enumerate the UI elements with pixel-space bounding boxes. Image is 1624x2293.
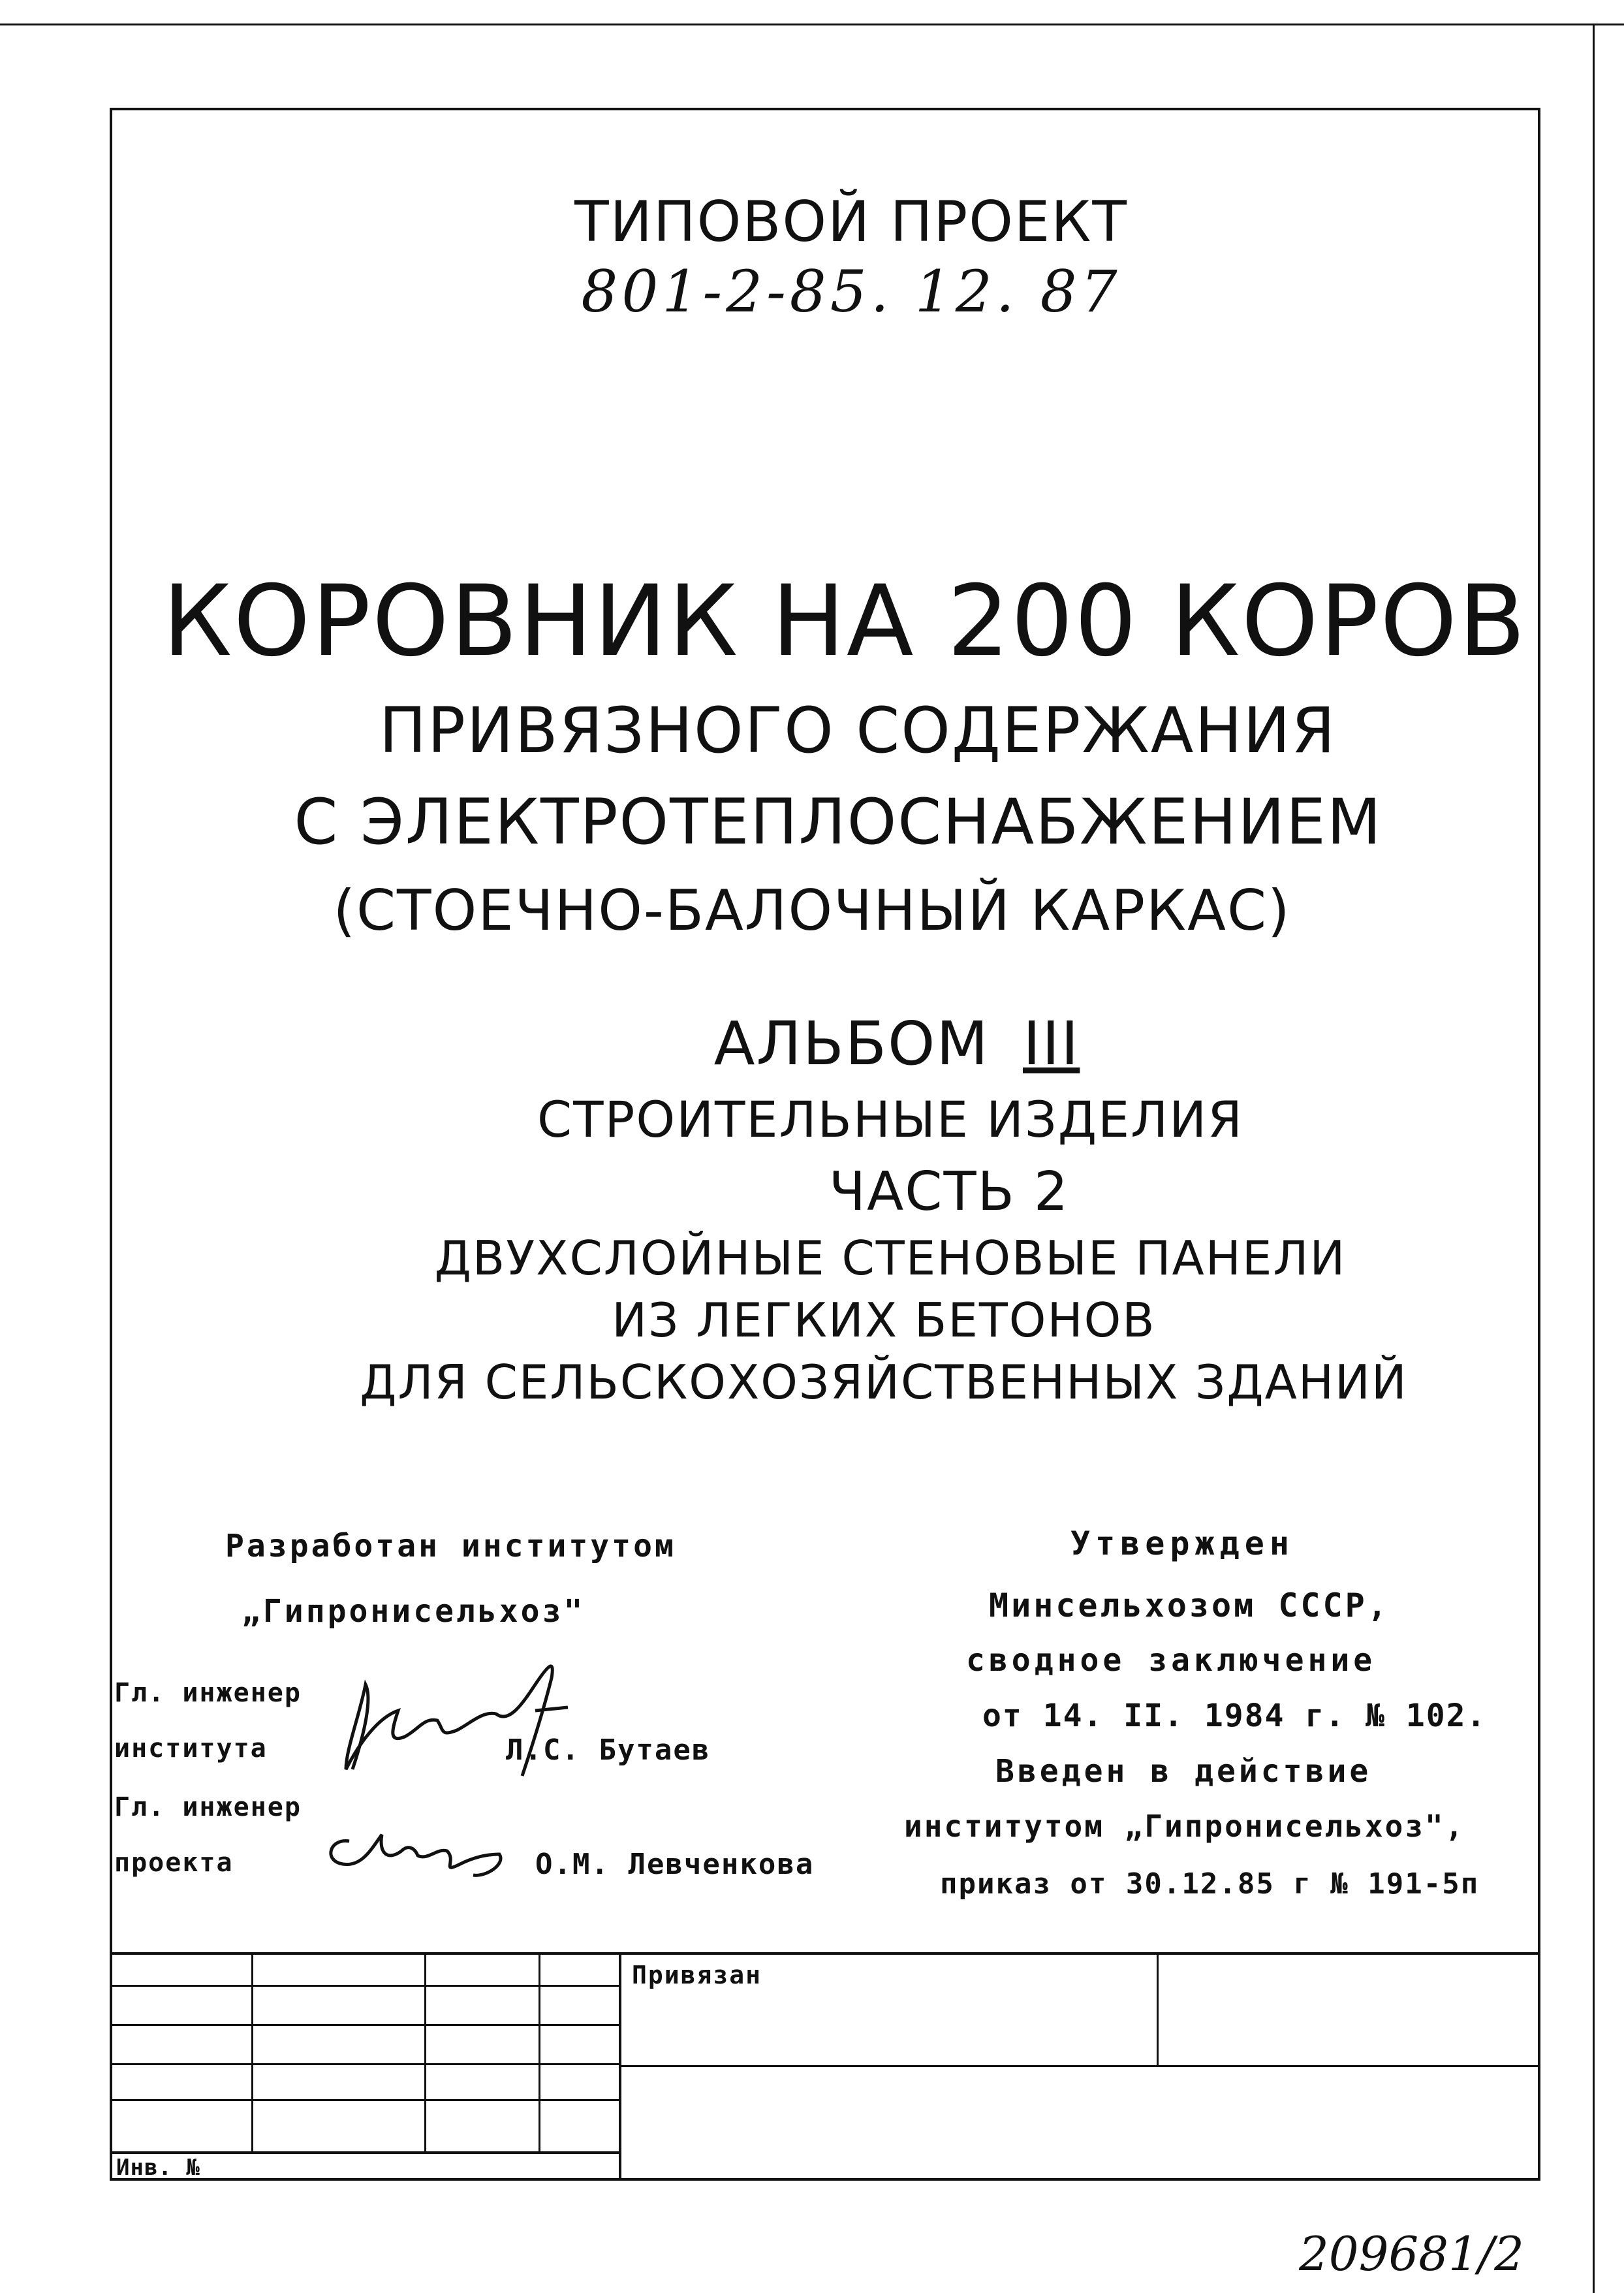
- stamp-grid-row-4: [110, 2099, 619, 2101]
- approval-line-7: приказ от 30.12.85 г № 191-5п: [940, 1867, 1480, 1901]
- approval-line-5: Введен в действие: [995, 1753, 1372, 1790]
- right-edge-line: [1593, 24, 1595, 2293]
- title-line-2: ПРИВЯЗНОГО СОДЕРЖАНИЯ: [379, 694, 1337, 767]
- stamp-grid-col-2: [424, 1952, 426, 2151]
- stamp-grid-row-2: [110, 2024, 619, 2026]
- stamp-grid-col-3: [539, 1952, 540, 2151]
- approval-line-2: Минсельхозом СССР,: [989, 1587, 1390, 1624]
- sheet-number: 209681/2: [1299, 2226, 1524, 2281]
- stamp-grid-col-1: [251, 1952, 253, 2151]
- stamp-divider-right: [1157, 1952, 1159, 2066]
- signature-levchenkova: [310, 1815, 525, 1887]
- album-number: III: [1022, 1009, 1080, 1079]
- approval-line-6: институтом „Гипронисельхоз",: [904, 1809, 1465, 1844]
- stamp-inv: Инв. №: [116, 2155, 200, 2181]
- chief1-role-b: института: [114, 1733, 268, 1763]
- stamp-right-mid-line: [619, 2065, 1540, 2067]
- album-desc-1: ДВУХСЛОЙНЫЕ СТЕНОВЫЕ ПАНЕЛИ: [434, 1231, 1347, 1286]
- title-line-4: (СТОЕЧНО-БАЛОЧНЫЙ КАРКАС): [333, 878, 1291, 943]
- approval-line-1: Утвержден: [1070, 1525, 1294, 1562]
- album-label: АЛЬБОМ: [713, 1009, 990, 1079]
- album-subtitle: СТРОИТЕЛЬНЫЕ ИЗДЕЛИЯ: [537, 1090, 1243, 1148]
- chief1-role-a: Гл. инженер: [114, 1678, 302, 1708]
- chief1-name: Л.С. Бутаев: [506, 1733, 711, 1767]
- album-desc-3: ДЛЯ СЕЛЬСКОХОЗЯЙСТВЕННЫХ ЗДАНИЙ: [360, 1355, 1408, 1410]
- album-desc-2: ИЗ ЛЕГКИХ БЕТОНОВ: [612, 1293, 1156, 1348]
- album-part: ЧАСТЬ 2: [828, 1161, 1070, 1223]
- title-line-3: С ЭЛЕКТРОТЕПЛОСНАБЖЕНИЕМ: [294, 785, 1382, 859]
- album-heading: [0, 1009, 1624, 1079]
- stamp-grid-row-5: [110, 2151, 619, 2154]
- project-number: 801-2-85. 12. 87: [581, 258, 1121, 325]
- stamp-grid-row-1: [110, 1985, 619, 1987]
- page-title: КОРОВНИК НА 200 КОРОВ: [162, 565, 1527, 678]
- chief2-role-b: проекта: [114, 1848, 234, 1878]
- project-label: ТИПОВОЙ ПРОЕКТ: [574, 189, 1128, 255]
- stamp-top-line: [110, 1952, 1540, 1955]
- chief2-name: О.М. Левченкова: [535, 1848, 815, 1881]
- stamp-privyazan: Привязан: [632, 1961, 762, 1989]
- top-edge-line: [0, 24, 1624, 25]
- chief2-role-a: Гл. инженер: [114, 1792, 302, 1822]
- approval-line-3: сводное заключение: [966, 1642, 1377, 1679]
- developer-line-1: Разработан институтом: [225, 1528, 676, 1564]
- stamp-grid-row-3: [110, 2063, 619, 2065]
- approval-line-4: от 14. II. 1984 г. № 102.: [982, 1698, 1487, 1734]
- developer-line-2: „Гипронисельхоз": [242, 1593, 586, 1630]
